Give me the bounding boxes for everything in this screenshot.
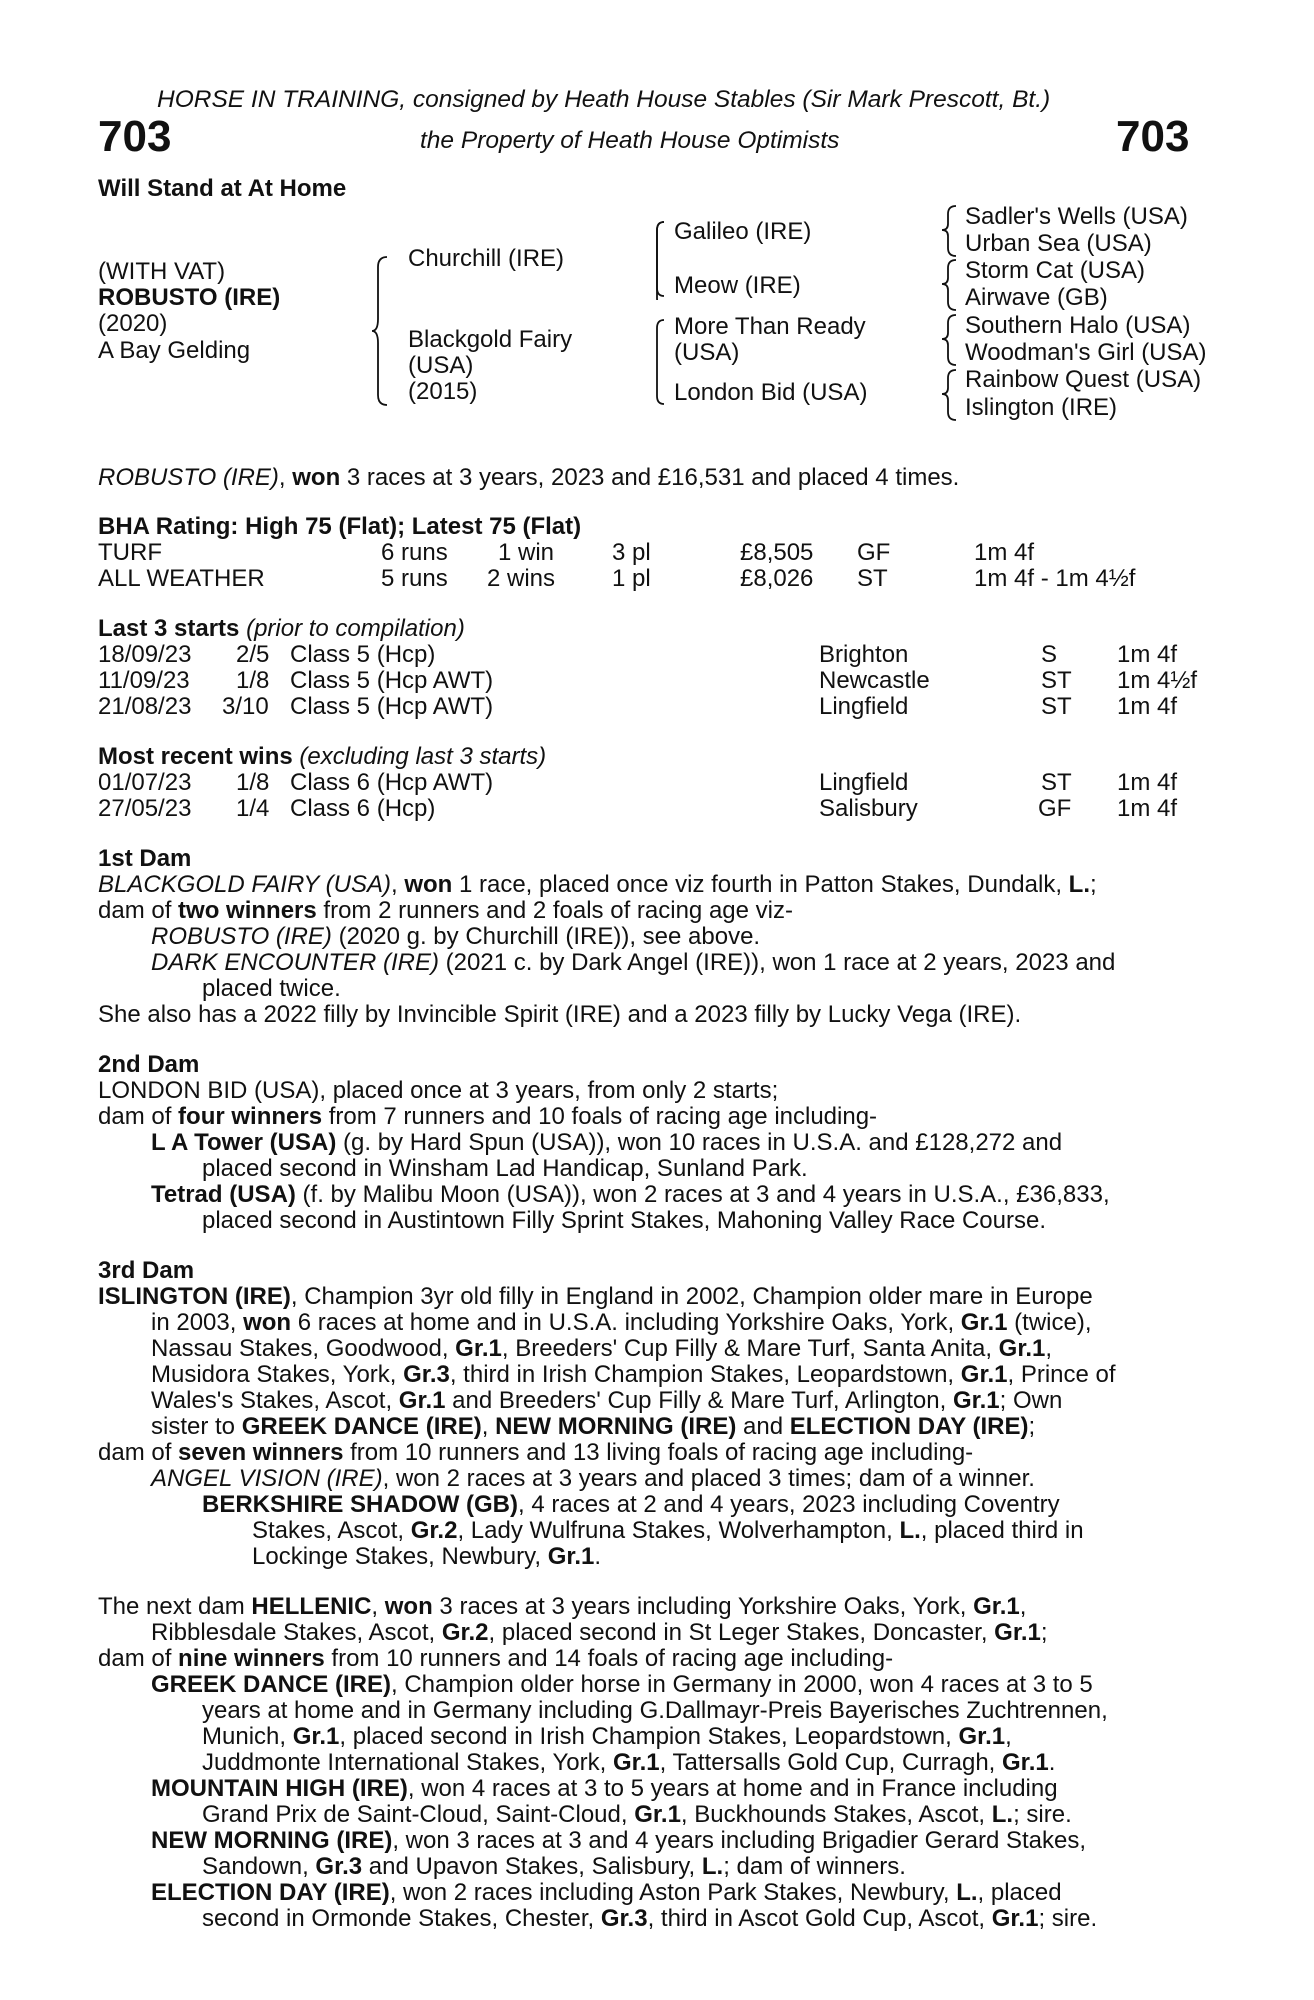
- grandsire-8: Islington (IRE): [965, 394, 1118, 421]
- grandsire-1: Sadler's Wells (USA): [965, 203, 1188, 230]
- dam3-line: Stakes, Ascot, Gr.2, Lady Wulfruna Stakes, Wolverhampton, L., placed third in: [252, 1517, 1084, 1544]
- dam3-line: Musidora Stakes, York, Gr.3, third in Irish Champion Stakes, Leopardstown, Gr.1, Prince of: [151, 1361, 1116, 1388]
- nextdam-offspring: GREEK DANCE (IRE), Champion older horse in Germany in 2000, won 4 races at 3 to 5: [151, 1671, 1093, 1698]
- dam1-heading: 1st Dam: [98, 845, 192, 872]
- sire-dam: Meow (IRE): [674, 272, 801, 299]
- dam3-line: ISLINGTON (IRE), Champion 3yr old filly in England in 2002, Champion older mare in Europe: [98, 1283, 1093, 1310]
- brace-g12: [940, 204, 958, 258]
- dam2-line: placed second in Austintown Filly Sprint Stakes, Mahoning Valley Race Course.: [202, 1207, 1046, 1234]
- dam1-offspring: ROBUSTO (IRE) (2020 g. by Churchill (IRE)), see above.: [151, 923, 761, 950]
- dam3-line: Wales's Stakes, Ascot, Gr.1 and Breeders' Cup Filly & Mare Turf, Arlington, Gr.1; Own: [151, 1387, 1063, 1414]
- dam1-offspring: DARK ENCOUNTER (IRE) (2021 c. by Dark Angel (IRE)), won 1 race at 2 years, 2023 and: [151, 949, 1116, 976]
- dam-sire-line2: (USA): [674, 339, 740, 366]
- dam2-offspring: Tetrad (USA) (f. by Malibu Moon (USA)), won 2 races at 3 and 4 years in U.S.A., £36,833,: [151, 1181, 1110, 1208]
- dam3-line: Nassau Stakes, Goodwood, Gr.1, Breeders' Cup Filly & Mare Turf, Santa Anita, Gr.1,: [151, 1335, 1053, 1362]
- dam-dam: London Bid (USA): [674, 379, 868, 406]
- dam1-line: placed twice.: [202, 975, 341, 1002]
- dam3-offspring: ANGEL VISION (IRE), won 2 races at 3 years and placed 3 times; dam of a winner.: [151, 1465, 1035, 1492]
- nextdam-line: The next dam HELLENIC, won 3 races at 3 years including Yorkshire Oaks, York, Gr.1,: [98, 1593, 1027, 1620]
- dam2-line: dam of four winners from 7 runners and 10 foals of racing age including-: [98, 1103, 878, 1130]
- dam1-line: dam of two winners from 2 runners and 2 foals of racing age viz-: [98, 897, 793, 924]
- nextdam-line: years at home and in Germany including G.Dallmayr-Preis Bayerisches Zuchtrennen,: [202, 1697, 1108, 1724]
- brace-sire: [650, 220, 666, 300]
- nextdam-line: second in Ormonde Stakes, Chester, Gr.3, third in Ascot Gold Cup, Ascot, Gr.1; sire.: [202, 1905, 1098, 1932]
- dam3-line: in 2003, won 6 races at home and in U.S.A. including Yorkshire Oaks, York, Gr.1 (twice),: [151, 1309, 1092, 1336]
- brace-dam: [650, 318, 666, 406]
- dam1-line: BLACKGOLD FAIRY (USA), won 1 race, placed once viz fourth in Patton Stakes, Dundalk, L.;: [98, 871, 1097, 898]
- dam-name-line2: (USA): [408, 352, 474, 379]
- nextdam-offspring: MOUNTAIN HIGH (IRE), won 4 races at 3 to 5 years at home and in France including: [151, 1775, 1058, 1802]
- nextdam-offspring: NEW MORNING (IRE), won 3 races at 3 and 4 years including Brigadier Gerard Stakes,: [151, 1827, 1087, 1854]
- grandsire-3: Storm Cat (USA): [965, 257, 1146, 284]
- dam3-line: Lockinge Stakes, Newbury, Gr.1.: [252, 1543, 602, 1570]
- dam2-heading: 2nd Dam: [98, 1051, 200, 1078]
- nextdam-line: Grand Prix de Saint-Cloud, Saint-Cloud, Gr.1, Buckhounds Stakes, Ascot, L.; sire.: [202, 1801, 1072, 1828]
- nextdam-line: Ribblesdale Stakes, Ascot, Gr.2, placed second in St Leger Stakes, Doncaster, Gr.1;: [151, 1619, 1048, 1646]
- horse-year: (2020): [98, 310, 168, 337]
- lot-number-right: 703: [1116, 112, 1190, 161]
- dam2-line: LONDON BID (USA), placed once at 3 years, from only 2 starts;: [98, 1077, 779, 1104]
- nextdam-line: dam of nine winners from 10 runners and 14 foals of racing age including-: [98, 1645, 894, 1672]
- race-summary: ROBUSTO (IRE), won 3 races at 3 years, 2023 and £16,531 and placed 4 times.: [98, 464, 960, 491]
- recent-wins-heading: Most recent wins (excluding last 3 starts): [98, 743, 547, 770]
- brace-g78: [940, 368, 958, 422]
- pedigree-brace-main: [370, 255, 390, 407]
- dam-name-line1: Blackgold Fairy: [408, 326, 573, 353]
- consignor-line: HORSE IN TRAINING, consigned by Heath House Stables (Sir Mark Prescott, Bt.): [157, 86, 1051, 113]
- dam3-offspring: BERKSHIRE SHADOW (GB), 4 races at 2 and 4 years, 2023 including Coventry: [202, 1491, 1060, 1518]
- horse-description: A Bay Gelding: [98, 337, 251, 364]
- dam3-heading: 3rd Dam: [98, 1257, 195, 1284]
- lot-number-left: 703: [98, 112, 172, 161]
- grandsire-7: Rainbow Quest (USA): [965, 366, 1202, 393]
- brace-g56: [940, 313, 958, 367]
- brace-g34: [940, 258, 958, 312]
- nextdam-offspring: ELECTION DAY (IRE), won 2 races including Aston Park Stakes, Newbury, L., placed: [151, 1879, 1062, 1906]
- grandsire-2: Urban Sea (USA): [965, 230, 1152, 257]
- property-line: the Property of Heath House Optimists: [420, 127, 840, 154]
- last3-heading: Last 3 starts (prior to compilation): [98, 615, 465, 642]
- nextdam-line: Munich, Gr.1, placed second in Irish Champion Stakes, Leopardstown, Gr.1,: [202, 1723, 1012, 1750]
- horse-name: ROBUSTO (IRE): [98, 284, 281, 311]
- grandsire-5: Southern Halo (USA): [965, 312, 1191, 339]
- dam1-line: She also has a 2022 filly by Invincible Spirit (IRE) and a 2023 filly by Lucky Vega (IRE).: [98, 1001, 1022, 1028]
- dam2-line: placed second in Winsham Lad Handicap, Sunland Park.: [202, 1155, 808, 1182]
- stand-line: Will Stand at At Home: [98, 175, 347, 202]
- nextdam-line: Juddmonte International Stakes, York, Gr.1, Tattersalls Gold Cup, Curragh, Gr.1.: [202, 1749, 1056, 1776]
- sire-sire: Galileo (IRE): [674, 218, 812, 245]
- vat-label: (WITH VAT): [98, 258, 226, 285]
- sire-name: Churchill (IRE): [408, 245, 565, 272]
- dam-sire-line1: More Than Ready: [674, 313, 866, 340]
- rating-heading: BHA Rating: High 75 (Flat); Latest 75 (Flat): [98, 513, 582, 540]
- dam3-line: dam of seven winners from 10 runners and 13 living foals of racing age including-: [98, 1439, 974, 1466]
- grandsire-6: Woodman's Girl (USA): [965, 339, 1207, 366]
- dam-name-line3: (2015): [408, 378, 478, 405]
- grandsire-4: Airwave (GB): [965, 284, 1108, 311]
- dam3-line: sister to GREEK DANCE (IRE), NEW MORNING (IRE) and ELECTION DAY (IRE);: [151, 1413, 1036, 1440]
- dam2-offspring: L A Tower (USA) (g. by Hard Spun (USA)), won 10 races in U.S.A. and £128,272 and: [151, 1129, 1063, 1156]
- nextdam-line: Sandown, Gr.3 and Upavon Stakes, Salisbury, L.; dam of winners.: [202, 1853, 906, 1880]
